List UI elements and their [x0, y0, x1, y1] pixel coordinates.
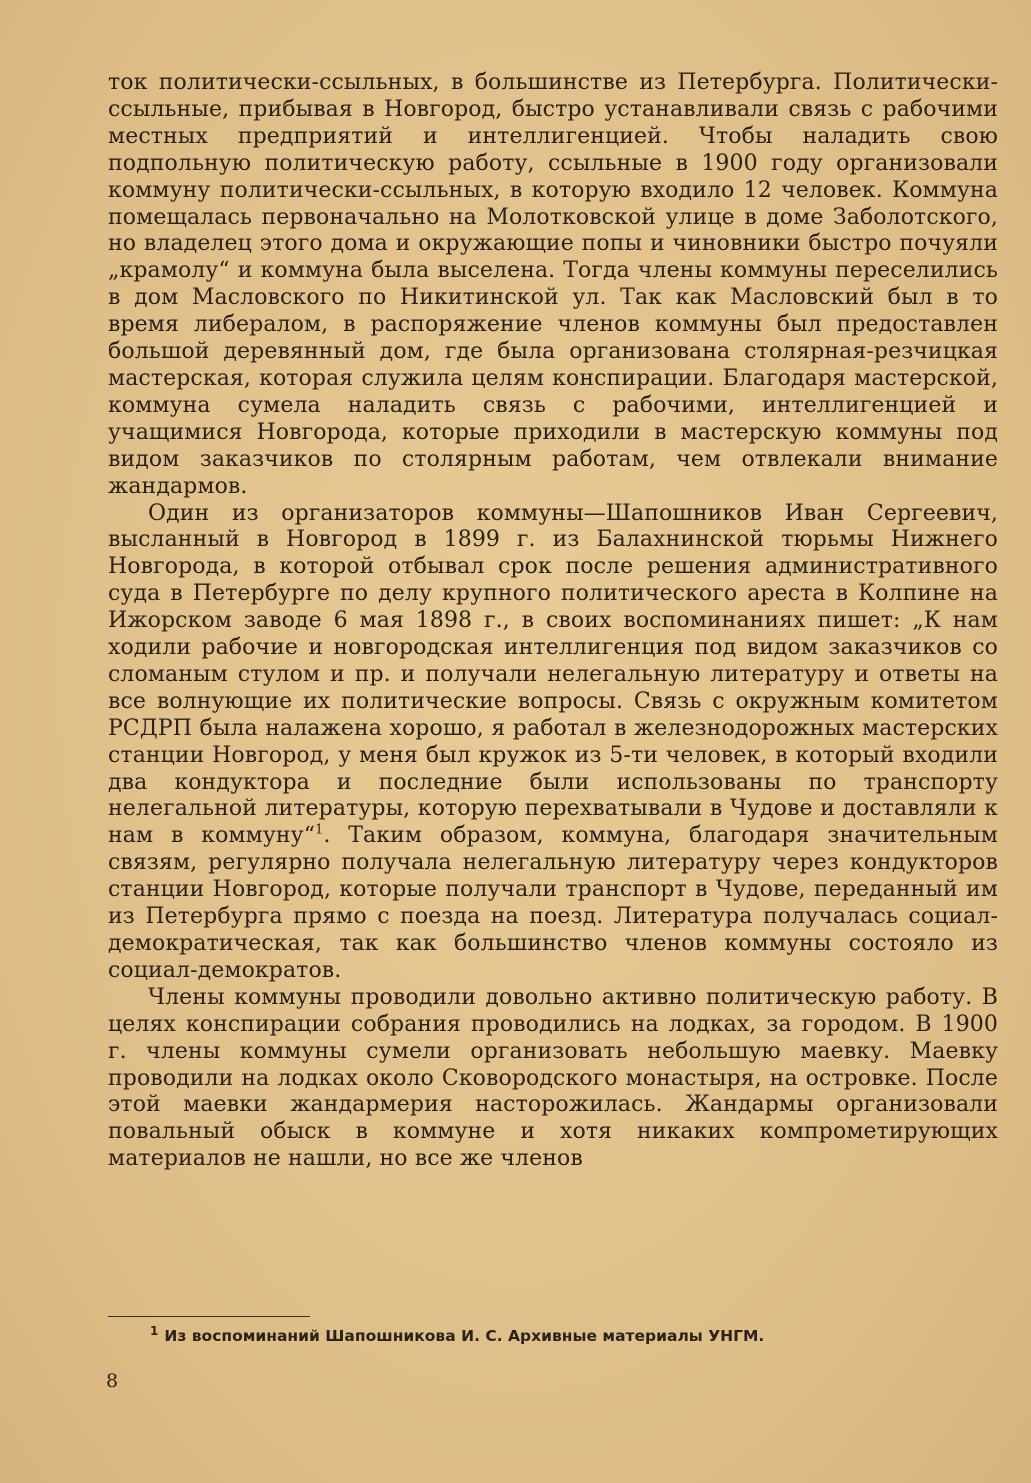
- footnote: [150, 1324, 950, 1345]
- paragraph-2-text: Один из организаторов коммуны—Шапошников Иван Сергеевич, высланный в Новгород в 1899 г. из Балахнинской тюрьмы Нижнего Новгорода, в которой отбывал срок после решения административного суда в Петербурге по делу крупного политического ареста в Колпине на Ижорском заводе 6 мая 1898 г., в своих воспоминаниях пишет: „К нам ходили рабочие и новгородская интеллигенция под видом заказчиков со сломаным стулом и пр. и получали нелегальную литературу и ответы на все волнующие их политические вопросы. Связь с окружным комитетом РСДРП была налажена хорошо, я работал в железнодорожных мастерских станции Новгород, у меня был кружок из 5-ти человек, в который входили два кондуктора и последние были использованы по транспорту нелегальной литературы, которую перехватывали в Чудове и доставляли к нам в коммуну“: [108, 500, 998, 849]
- body-text: [108, 70, 998, 1173]
- paragraph-3: [108, 985, 998, 1173]
- footnote-reference: 1: [315, 823, 324, 839]
- paragraph-1: [108, 70, 998, 501]
- paragraph-3-text: Члены коммуны проводили довольно активно политическую работу. В целях конспирации собрания проводились на лодках, за городом. В 1900 г. члены коммуны сумели организовать небольшую маевку. Маевку проводили на лодках около Сковородского монастыря, на островке. После этой маевки жандармерия насторожилась. Жандармы организовали повальный обыск в коммуне и хотя никаких компрометирующих материалов не нашли, но все же членов: [108, 984, 998, 1172]
- paragraph-2: [108, 501, 998, 985]
- paragraph-1-text: ток политически-ссыльных, в большинстве из Петербурга. Политически-ссыльные, прибывая в Новгород, быстро устанавливали связь с рабочими местных предприятий и интеллигенцией. Чтобы наладить свою подпольную политическую работу, ссыльные в 1900 году организовали коммуну политически-ссыльных, в которую входило 12 человек. Коммуна помещалась первоначально на Молотковской улице в доме Заболотского, но владелец этого дома и окружающие попы и чиновники быстро почуяли „крамолу“ и коммуна была выселена. Тогда члены коммуны переселились в дом Масловского по Никитинской ул. Так как Масловский был в то время либералом, в распоряжение членов коммуны был предоставлен большой деревянный дом, где была организована столярная-резчицкая мастерская, которая служила целям конспирации. Благодаря мастерской, коммуна сумела наладить связь с рабочими, интеллигенцией и учащимися Новгорода, которые приходили в мастерскую коммуны под видом заказчиков по столярным работам, чем отвлекали внимание жандармов.: [108, 70, 998, 499]
- page-number: 8: [106, 1370, 119, 1392]
- footnote-number: 1: [150, 1324, 159, 1338]
- footnote-divider: [108, 1316, 310, 1317]
- footnote-text: Из воспоминаний Шапошникова И. С. Архивные материалы УНГМ.: [164, 1327, 765, 1346]
- paragraph-2-text-continued: . Таким образом, коммуна, благодаря значительным связям, регулярно получала нелегальную литературу через кондукторов станции Новгород, которые получали транспорт в Чудове, переданный им из Петербурга прямо с поезда на поезд. Литература получалась социал-демократическая, так как большинство членов коммуны состояло из социал-демократов.: [108, 823, 999, 983]
